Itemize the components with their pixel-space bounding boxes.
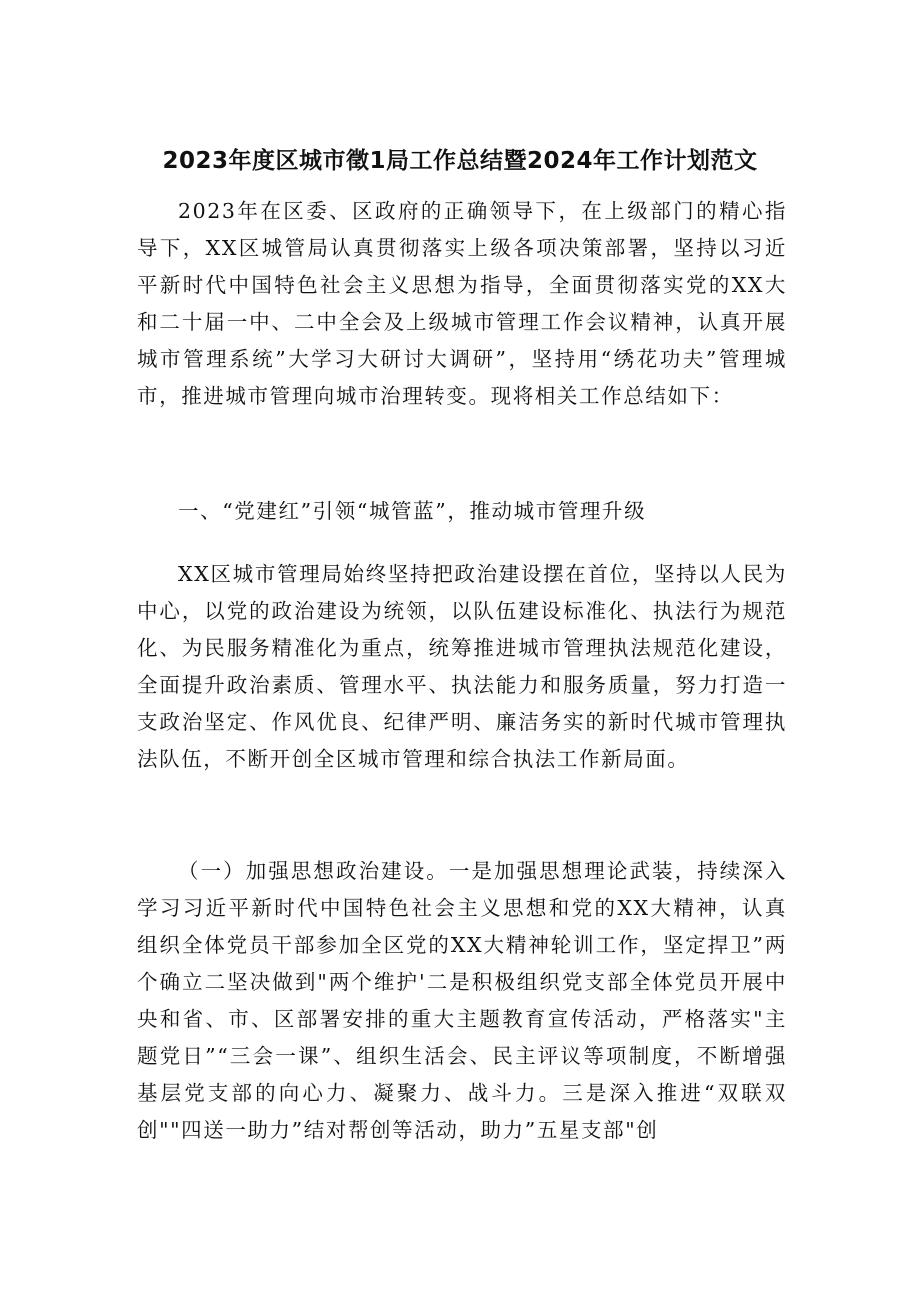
section-1-paragraph: XX区城市管理局始终坚持把政治建设摆在首位，坚持以人民为中心，以党的政治建设为统领，以队伍建设标准化、执法行为规范化、为民服务精准化为重点，统筹推进城市管理执法规范化建设，全面提升政治素质、管理水平、执法能力和服务质量，努力打造一支政治坚定、作风优良、纪律严明、廉洁务实的新时代城市管理执法队伍，不断开创全区城市管理和综合执法工作新局面。 — [137, 562, 787, 771]
document-title: 2023年度区城市徵1局工作总结暨2024年工作计划范文 — [162, 148, 758, 174]
intro-paragraph: 2023年在区委、区政府的正确领导下，在上级部门的精心指导下，XX区城管局认真贯彻落实上级各项决策部署，坚持以习近平新时代中国特色社会主义思想为指导，全面贯彻落实党的XX大和二十届一中、二中全会及上级城市管理工作会议精神，认真开展城市管理系统”大学习大研讨大调研”，坚持用“绣花功夫”管理城市，推进城市管理向城市治理转变。现将相关工作总结如下： — [137, 199, 787, 408]
section-heading-1: 一、“党建红”引领“城管蓝”，推动城市管理升级 — [178, 499, 647, 523]
subsection-1-paragraph: （一）加强思想政治建设。一是加强思想理论武装，持续深入学习习近平新时代中国特色社会主义思想和党的XX大精神，认真组织全体党员干部参加全区党的XX大精神轮训工作，坚定捍卫”两个确立二坚决做到"两个维护'二是积极组织党支部全体党员开展中央和省、市、区部署安排的重大主题教育宣传活动，严格落实"主题党日”“三会一课”、组织生活会、民主评议等项制度，不断增强基层党支部的向心力、凝聚力、战斗力。三是深入推进“双联双创""四送一助力”结对帮创等活动，助力”五星支部"创 — [137, 859, 787, 1142]
